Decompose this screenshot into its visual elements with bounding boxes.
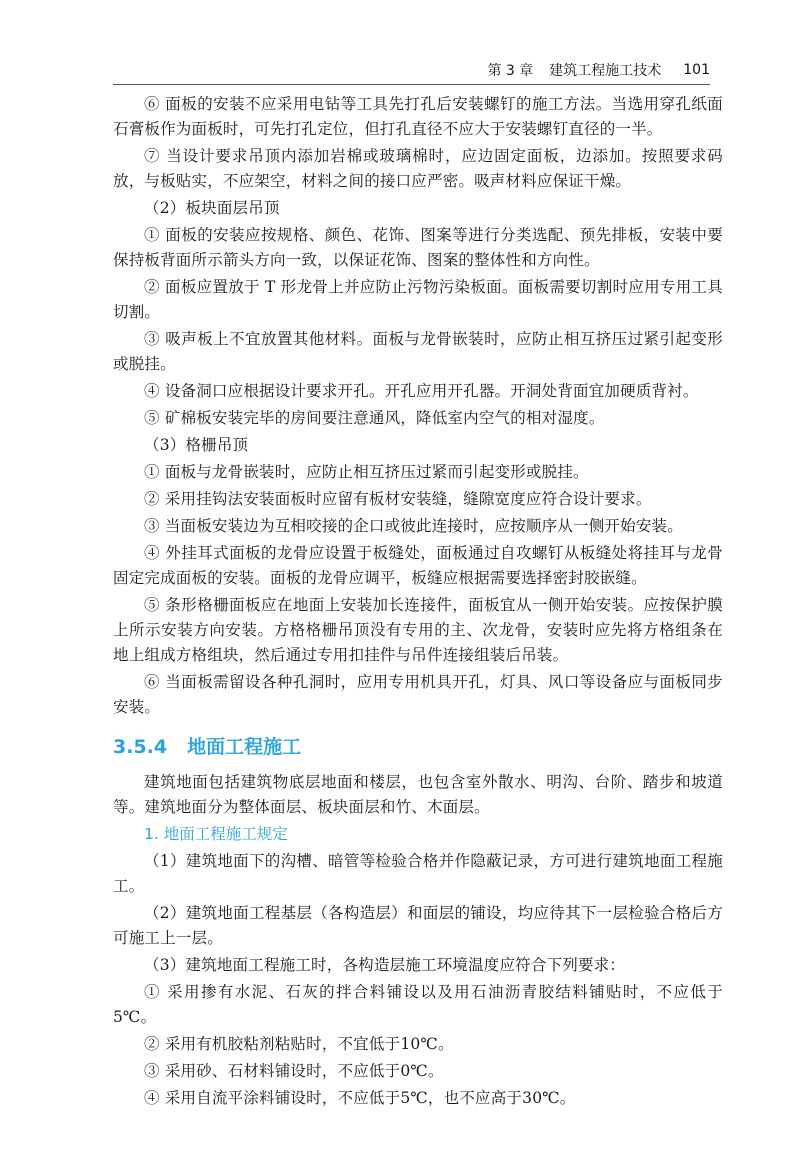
paragraph: ⑥ 面板的安装不应采用电钻等工具先打孔后安装螺钉的施工方法。当选用穿孔纸面石膏板作为面板时，可先打孔定位，但打孔直径不应大于安装螺钉直径的一半。 [113,95,723,138]
header-rule [113,84,710,85]
paragraph: （2）板块面层吊顶 [144,199,280,217]
section-heading [113,732,723,762]
paragraph: （1）建筑地面下的沟槽、暗管等检验合格并作隐蔽记录，方可进行建筑地面工程施工。 [113,852,723,895]
paragraph: （2）建筑地面工程基层（各构造层）和面层的铺设，均应待其下一层检验合格后方可施工上一层。 [113,904,723,947]
chapter-label: 第 3 章 [487,63,534,79]
paragraph: ① 面板与龙骨嵌装时，应防止相互挤压过紧而引起变形或脱挂。 [144,463,589,481]
paragraph: （3）建筑地面工程施工时，各构造层施工环境温度应符合下列要求： [144,956,626,974]
paragraph: ③ 当面板安装边为互相咬接的企口或彼此连接时，应按顺序从一侧开始安装。 [144,517,683,535]
paragraph: ② 采用挂钩法安装面板时应留有板材安装缝，缝隙宽度应符合设计要求。 [144,490,652,508]
section-title: 地面工程施工 [187,736,302,758]
paragraph: ② 采用有机胶粘剂粘贴时，不宜低于10℃。 [144,1035,454,1053]
paragraph: ② 面板应置放于 T 形龙骨上并应防止污物污染板面。面板需要切割时应用专用工具切割。 [113,278,723,321]
section-number: 3.5.4 [113,736,168,758]
paragraph: ⑦ 当设计要求吊顶内添加岩棉或玻璃棉时，应边固定面板，边添加。按照要求码放，与板贴实，不应架空，材料之间的接口应严密。吸声材料应保证干燥。 [113,147,723,190]
paragraph: ④ 外挂耳式面板的龙骨应设置于板缝处，面板通过自攻螺钉从板缝处将挂耳与龙骨固定完成面板的安装。面板的龙骨应调平，板缝应根据需要选择密封胶嵌缝。 [113,544,723,587]
page-number: 101 [683,62,710,78]
page-body [113,92,723,1113]
paragraph: ③ 吸声板上不宜放置其他材料。面板与龙骨嵌装时，应防止相互挤压过紧引起变形或脱挂。 [113,330,723,373]
paragraph: ① 采用掺有水泥、石灰的拌合料铺设以及用石油沥青胶结料铺贴时，不应低于5℃。 [113,983,723,1026]
paragraph: ④ 设备洞口应根据设计要求开孔。开孔应用开孔器。开洞处背面宜加硬质背衬。 [144,382,699,400]
paragraph: （3）格栅吊顶 [144,436,249,454]
intro-paragraph: 建筑地面包括建筑物底层地面和楼层，也包含室外散水、明沟、台阶、踏步和坡道等。建筑地面分为整体面层、板块面层和竹、木面层。 [113,773,723,816]
paragraph: ⑤ 条形格栅面板应在地面上安装加长连接件，面板宜从一侧开始安装。应按保护膜上所示安装方向安装。方格格栅吊顶没有专用的主、次龙骨，安装时应先将方格组条在地上组成方格组块，然后通过专用扣挂件与吊件连接组装后吊装。 [113,596,723,664]
paragraph: ① 面板的安装应按规格、颜色、花饰、图案等进行分类选配、预先排板，安装中要保持板背面所示箭头方向一致，以保证花饰、图案的整体性和方向性。 [113,226,723,269]
paragraph: ⑤ 矿棉板安装完毕的房间要注意通风，降低室内空气的相对湿度。 [144,409,605,427]
chapter-title: 建筑工程施工技术 [549,63,662,79]
paragraph: ④ 采用自流平涂料铺设时，不应低于5℃，也不应高于30℃。 [144,1089,576,1107]
running-header [113,58,710,82]
subsection-heading: 1. 地面工程施工规定 [144,825,288,843]
paragraph: ⑥ 当面板需留设各种孔洞时，应用专用机具开孔，灯具、风口等设备应与面板同步安装。 [113,673,723,716]
paragraph: ③ 采用砂、石材料铺设时，不应低于0℃。 [144,1062,444,1080]
